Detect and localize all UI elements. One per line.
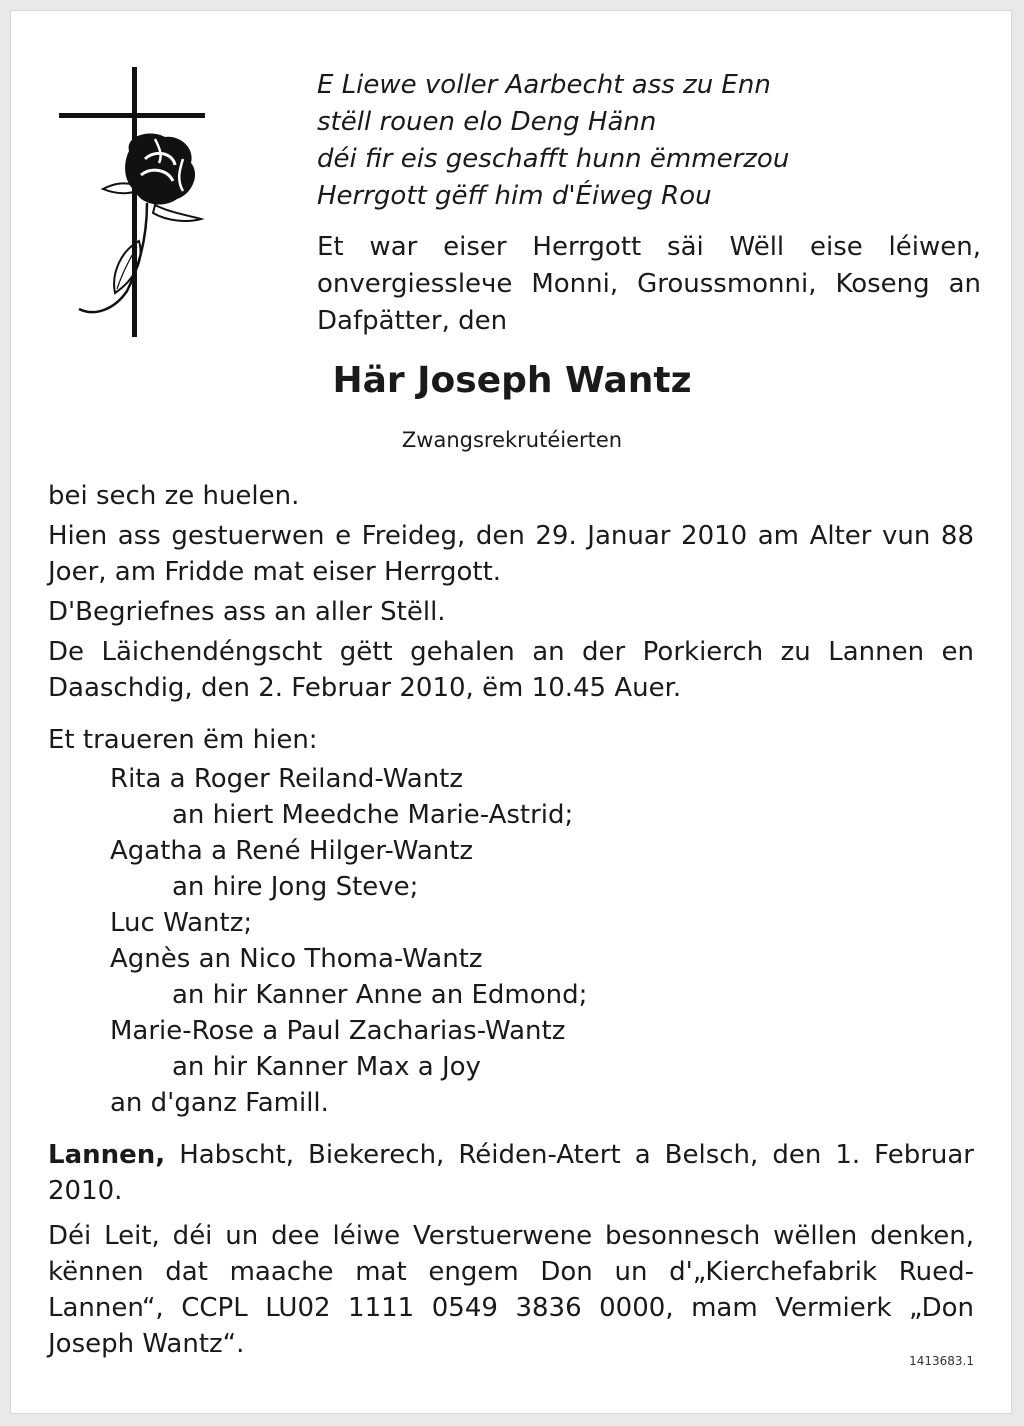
mourners-intro: Et traueren ëm hien: — [48, 725, 318, 755]
list-item: an d'ganz Famill. — [110, 1088, 329, 1118]
list-item: an hiert Meedche Marie-Astrid; — [172, 800, 574, 830]
list-item: Luc Wantz; — [110, 908, 253, 938]
poem-line: Herrgott gëff him d'Éiweg Rou — [317, 181, 712, 211]
poem-line: stëll rouen elo Deng Hänn — [317, 107, 657, 137]
list-item: Rita a Roger Reiland-Wantz — [110, 764, 464, 794]
deceased-name: Här Joseph Wantz — [332, 360, 692, 401]
deceased-subtitle: Zwangsrekrutéierten — [401, 428, 623, 452]
list-item: Agnès an Nico Thoma-Wantz — [110, 944, 483, 974]
body-paragraph: Hien ass gestuerwen e Freideg, den 29. Januar 2010 am Alter vun 88 Joer, am Fridde mat eiser Herrgott. — [48, 521, 974, 587]
mourners-list — [110, 761, 974, 1121]
list-item: an hir Kanner Max a Joy — [172, 1052, 481, 1082]
list-item: an hire Jong Steve; — [172, 872, 419, 902]
poem — [317, 67, 789, 215]
list-item: Agatha a René Hilger-Wantz — [110, 836, 474, 866]
obituary-body — [48, 478, 974, 1362]
intro-text: Et war eiser Herrgott säi Wëll eise léiwen, onvergiesslече Monni, Groussmonni, Koseng an Dafpätter, den — [317, 232, 981, 336]
poem-line: déi fir eis geschafft hunn ëmmerzou — [317, 144, 790, 174]
list-item: an hir Kanner Anne an Edmond; — [172, 980, 588, 1010]
body-paragraph: De Läichendéngscht gëtt gehalen an der Porkierch zu Lannen en Daaschdig, den 2. Februar 2010, ëm 10.45 Auer. — [48, 637, 974, 703]
list-item: Marie-Rose a Paul Zacharias-Wantz — [110, 1016, 566, 1046]
reference-number: 1413683.1 — [909, 1354, 974, 1368]
place-rest: Habscht, Biekerech, Réiden-Atert a Belsch, den 1. Februar 2010. — [48, 1140, 974, 1206]
poem-line: E Liewe voller Aarbecht ass zu Enn — [317, 70, 771, 100]
place-bold: Lannen, — [48, 1140, 166, 1170]
donation-note: Déi Leit, déi un dee léiwe Verstuerwene besonnesch wëllen denken, kënnen dat maache mat engem Don un d'„Kierchefabrik Rued-Lannen“, CCPL LU02 1111 0549 3836 0000, mam Vermierk „Don Joseph Wantz“. — [48, 1221, 974, 1359]
place-date — [48, 1137, 974, 1209]
body-paragraph: bei sech ze huelen. — [48, 481, 300, 511]
cross-with-rose-icon — [55, 63, 215, 343]
body-paragraph: D'Begriefnes ass an aller Stëll. — [48, 597, 446, 627]
